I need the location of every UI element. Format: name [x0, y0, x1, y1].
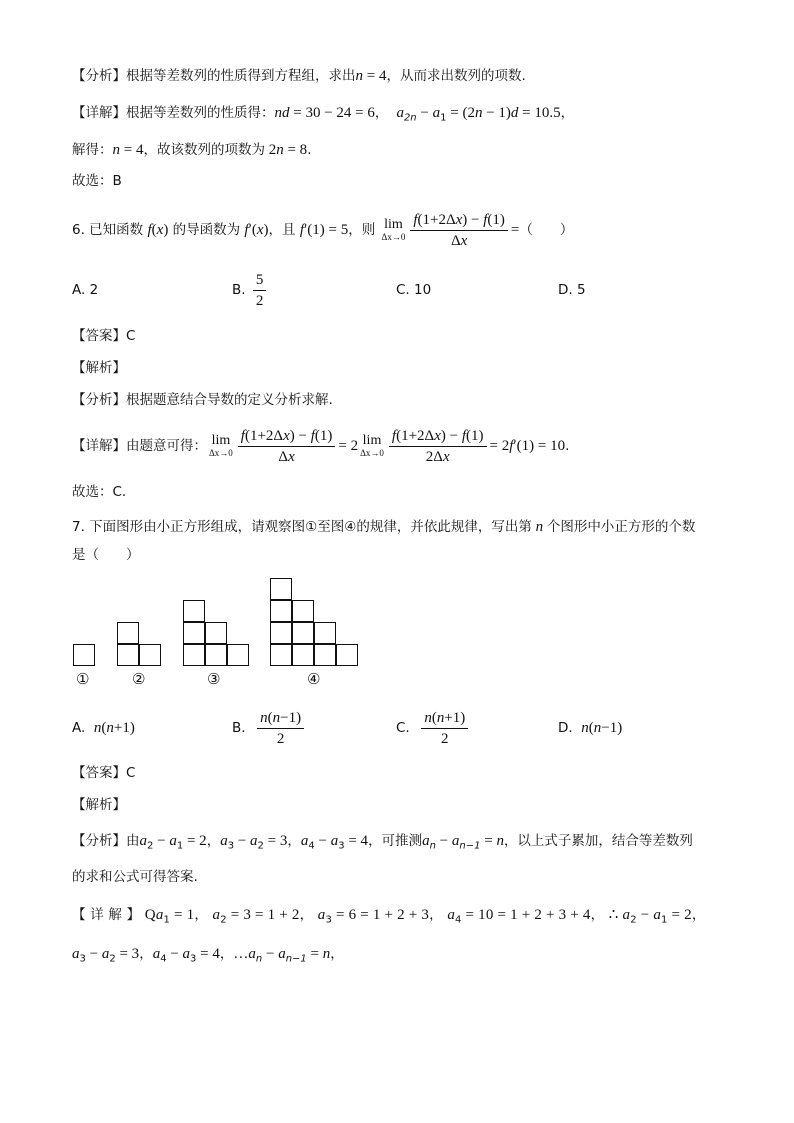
q7-detail-line1: 【 详 解 】 $Qa_1 = 1$， $a_2 = 3 = 1 + 2$， $a_3 = 6 = 1 + 2 + 3$， $a_4 = 10 = 1 + 2 + 3 + 4$， ∴ $a_2 - a_1 = 2$， — [72, 907, 706, 926]
figure4-square — [270, 578, 292, 600]
figure3-square — [183, 644, 205, 666]
q5-solve: 解得：n = 4，故该数列的项数为 2n = 8. — [72, 142, 312, 158]
q7-detail-line2: $a_3 - a_2 = 3$，$a_4 - a_3 = 4$，$\dots a_n - a_{n-1} = n$， — [72, 946, 344, 965]
figure3-square — [205, 622, 227, 644]
figure4-square — [292, 600, 314, 622]
figure3-square — [183, 600, 205, 622]
q6-option-b: B. $\frac{5}{2}$ — [232, 268, 269, 312]
q6-stem: 6. 已知函数 f ( x ) 的导函数为 f ′( x ) ，且 f ′(1) = 5 ，则 lim Δx→0 $\frac{f(1+2\Delta x) - f(1)}{\Delta x}$ = （ ） — [72, 211, 574, 249]
figure4-square — [270, 600, 292, 622]
figure3-square — [183, 622, 205, 644]
q7-stem-line1: 7. 下面图形由小正方形组成，请观察图①至图④的规律，并依此规律，写出第 n 个图形中小正方形的个数 — [72, 519, 696, 535]
q7-analysis-line1: 【分析】由$a_2 - a_1 = 2$，$a_3 - a_2 = 3$，$a_4 - a_3 = 4$，可推测$a_n - a_{n-1} = n$，以上式子累加，结合等差数列 — [72, 833, 693, 852]
q6-analysis: 【分析】根据题意结合导数的定义分析求解. — [72, 392, 333, 408]
figure3-square — [227, 644, 249, 666]
q5-choice: 故选：B — [72, 173, 122, 189]
figure1-label: ① — [76, 670, 90, 688]
figure2-square — [117, 644, 139, 666]
q7-option-a: A. n ( n +1) — [72, 720, 135, 736]
q7-parse: 【解析】 — [72, 797, 126, 813]
q7-analysis-line2: 的求和公式可得答案. — [72, 869, 198, 885]
q6-choice: 故选：C. — [72, 484, 127, 500]
figure4-square — [292, 644, 314, 666]
q5-detail: 【详解】根据等差数列的性质得：nd = 30 − 24 = 6， $a_{2n} - a_1 = (2n - 1)d = 10.5$， — [72, 105, 575, 124]
figure4-square — [292, 622, 314, 644]
figure4-square — [336, 644, 358, 666]
figure4-square — [270, 622, 292, 644]
q6-option-a: A. 2 — [72, 282, 99, 298]
figure4-label: ④ — [307, 670, 321, 688]
figure4-square — [314, 622, 336, 644]
figure2-square — [139, 644, 161, 666]
figure1-square — [73, 644, 95, 666]
q6-parse: 【解析】 — [72, 360, 126, 376]
figure3-square — [205, 644, 227, 666]
q7-option-b: B. $\frac{n(n-1)}{2}$ — [232, 706, 307, 750]
figure3-label: ③ — [207, 670, 221, 688]
q7-stem-line2: 是（ ） — [72, 547, 140, 563]
q7-option-d: D. n ( n −1) — [558, 720, 623, 736]
q6-option-c: C. 10 — [396, 282, 432, 298]
figure4-square — [314, 644, 336, 666]
q6-option-d: D. 5 — [558, 282, 586, 298]
q7-answer: 【答案】C — [72, 765, 136, 781]
q7-option-c: C. $\frac{n(n+1)}{2}$ — [396, 706, 471, 750]
figure2-label: ② — [132, 670, 146, 688]
q6-detail: 【详解】由题意可得： lim Δx→0 $\frac{f(1+2\Delta x) - f(1)}{\Delta x}$ = 2 lim Δx→0 $\frac{f(1+2\Delta x) - f(1)}{2\Delta x}$ = 2 f ′(1) = 10 . — [72, 427, 570, 465]
q5-analysis: 【分析】根据等差数列的性质得到方程组，求出n = 4，从而求出数列的项数. — [72, 68, 526, 84]
figure2-square — [117, 622, 139, 644]
q6-answer: 【答案】C — [72, 328, 136, 344]
figure4-square — [270, 644, 292, 666]
